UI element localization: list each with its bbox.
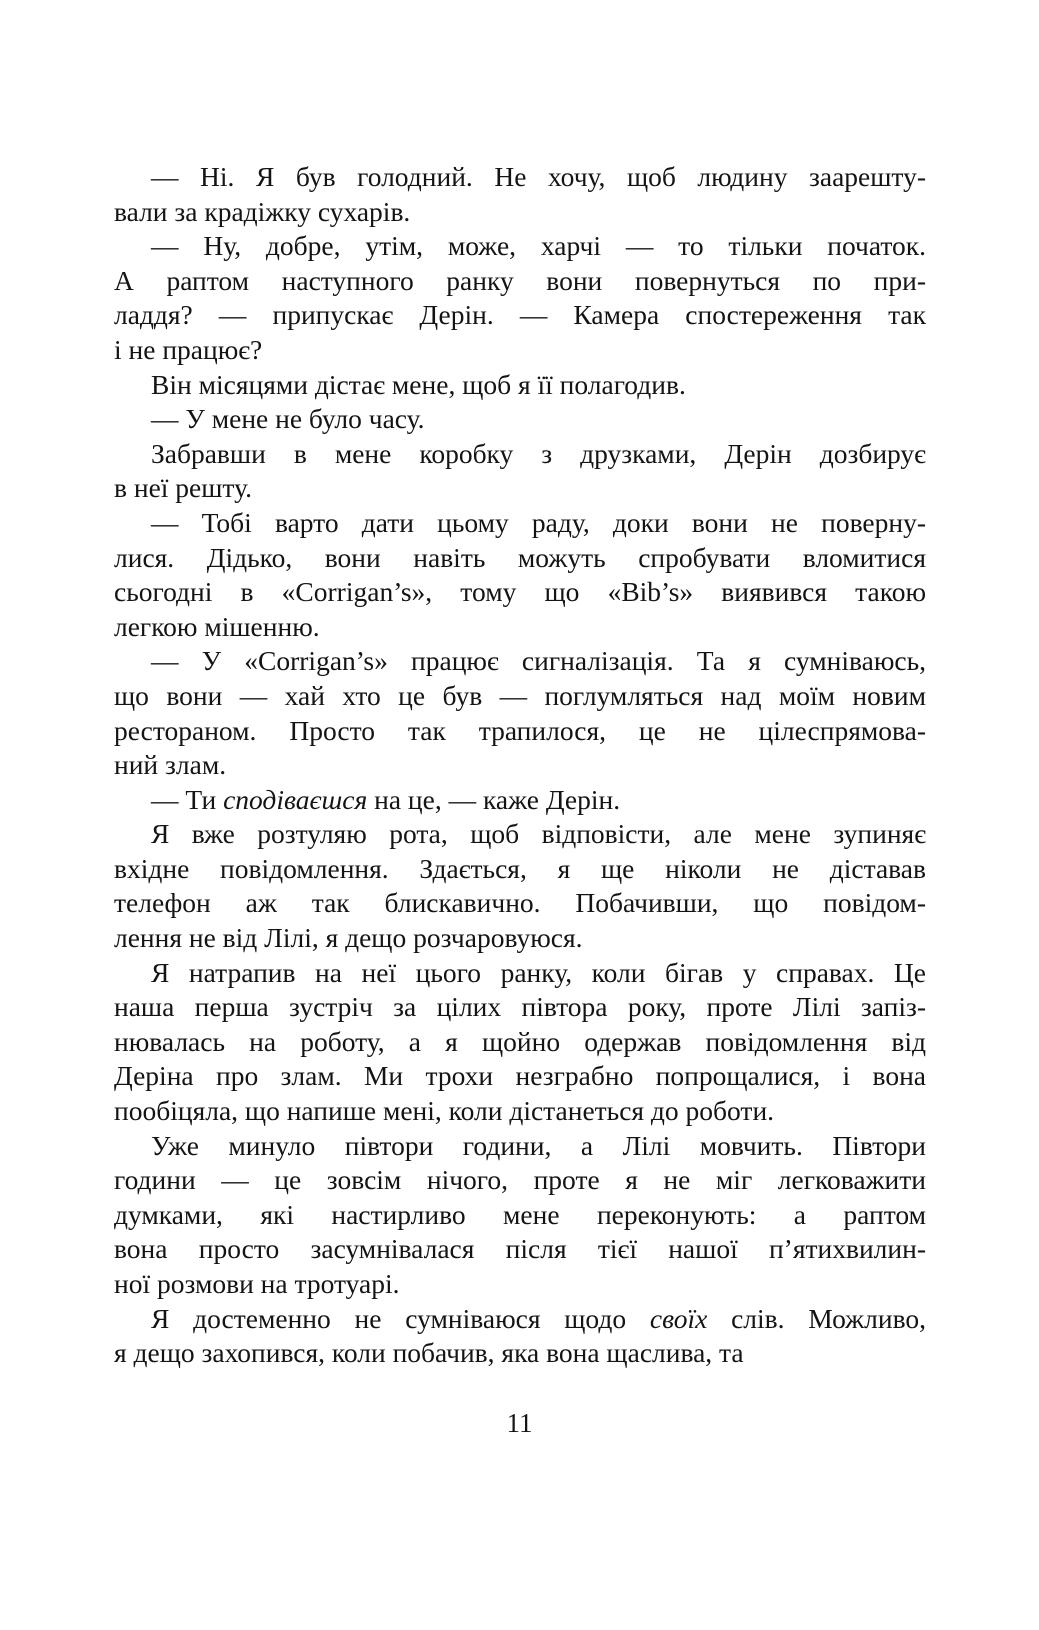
italic-text: своїх	[649, 1302, 708, 1334]
text-line: лення не від Лілі, я дещо розчаровуюся.	[114, 922, 583, 954]
text-line: і не працює?	[114, 333, 263, 365]
paragraph	[114, 437, 926, 506]
text-line: — У «Corrigan’s» працює сигналізація. Та я сумніваюсь,	[151, 645, 926, 677]
text-line: Забравши в мене коробку з друзками, Дерін дозбирує	[151, 437, 926, 469]
italic-text: сподіваєшся	[223, 783, 368, 815]
text-line	[114, 1302, 926, 1337]
text-line: вхідне повідомлення. Здається, я ще ніколи не діставав	[114, 852, 926, 884]
paragraph	[114, 160, 926, 229]
text-line: Я натрапив на неї цього ранку, коли бігав у справах. Це	[151, 956, 926, 988]
text-line: думками, які настирливо мене переконують: а раптом	[114, 1198, 926, 1230]
text-line: Я вже розтуляю рота, щоб відповісти, але мене зупиняє	[151, 818, 926, 850]
text-line: — Ну, добре, утім, може, харчі — то тільки початок.	[151, 230, 926, 262]
text-line: лися. Дідько, вони навіть можуть спробувати вломитися	[114, 541, 926, 573]
text-line: ний злам.	[114, 749, 227, 781]
text-segment: слів. Можливо,	[707, 1302, 926, 1334]
text-segment: Я достеменно не сумніваюся щодо	[151, 1302, 650, 1334]
text-line: вали за крадіжку сухарів.	[114, 195, 411, 227]
paragraph	[114, 506, 926, 644]
text-line: години — це зовсім нічого, проте я не міг легковажити	[114, 1164, 926, 1196]
text-line: Деріна про злам. Ми трохи незграбно попрощалися, і вона	[114, 1060, 926, 1092]
text-line: ної розмови на тротуарі.	[114, 1268, 400, 1299]
text-line	[114, 783, 926, 818]
text-segment: на це, — каже Дерін.	[367, 783, 621, 815]
paragraph	[114, 644, 926, 782]
text-line: А раптом наступного ранку вони повернуться по при-	[114, 264, 926, 296]
paragraph	[114, 402, 926, 437]
text-line: — Ні. Я був голодний. Не хочу, щоб людину заарешту-	[151, 161, 926, 192]
paragraph	[114, 817, 926, 955]
text-line: наша перша зустріч за цілих півтора року, проте Лілі запіз-	[114, 991, 926, 1023]
text-line: рестораном. Просто так трапилося, це не цілеспрямова-	[114, 714, 926, 746]
text-line: ладдя? — припускає Дерін. — Камера спостереження так	[114, 299, 926, 331]
paragraph	[114, 229, 926, 367]
text-block	[114, 160, 926, 1371]
text-line: що вони — хай хто це був — поглумляться над моїм новим	[114, 679, 926, 711]
text-line: Уже минуло півтори години, а Лілі мовчить. Півтори	[151, 1129, 926, 1161]
text-line: сьогодні в «Corrigan’s», тому що «Bib’s» виявився такою	[114, 576, 926, 608]
text-line: — Тобі варто дати цьому раду, доки вони не поверну-	[151, 506, 926, 538]
paragraph	[114, 783, 926, 818]
text-line: телефон аж так блискавично. Побачивши, що повідом-	[114, 887, 926, 919]
paragraph	[114, 368, 926, 403]
text-segment: — Ти	[151, 783, 224, 815]
text-line: пообіцяла, що напише мені, коли дістанеться до роботи.	[114, 1095, 775, 1127]
text-line: — У мене не було часу.	[151, 403, 425, 435]
text-line: вона просто засумнівалася після тієї нашої п’ятихвилин-	[114, 1233, 926, 1265]
text-line: легкою мішенню.	[114, 610, 320, 642]
paragraph	[114, 956, 926, 1129]
text-line: я дещо захопився, коли побачив, яка вона щаслива, та	[114, 1337, 744, 1369]
paragraph	[114, 1302, 926, 1371]
text-line: Він місяцями дістає мене, щоб я її полагодив.	[151, 368, 686, 400]
paragraph	[114, 1129, 926, 1302]
page-number: 11	[506, 1408, 533, 1438]
text-line: нювалась на роботу, а я щойно одержав повідомлення від	[114, 1025, 926, 1057]
text-line: в неї решту.	[114, 472, 252, 504]
